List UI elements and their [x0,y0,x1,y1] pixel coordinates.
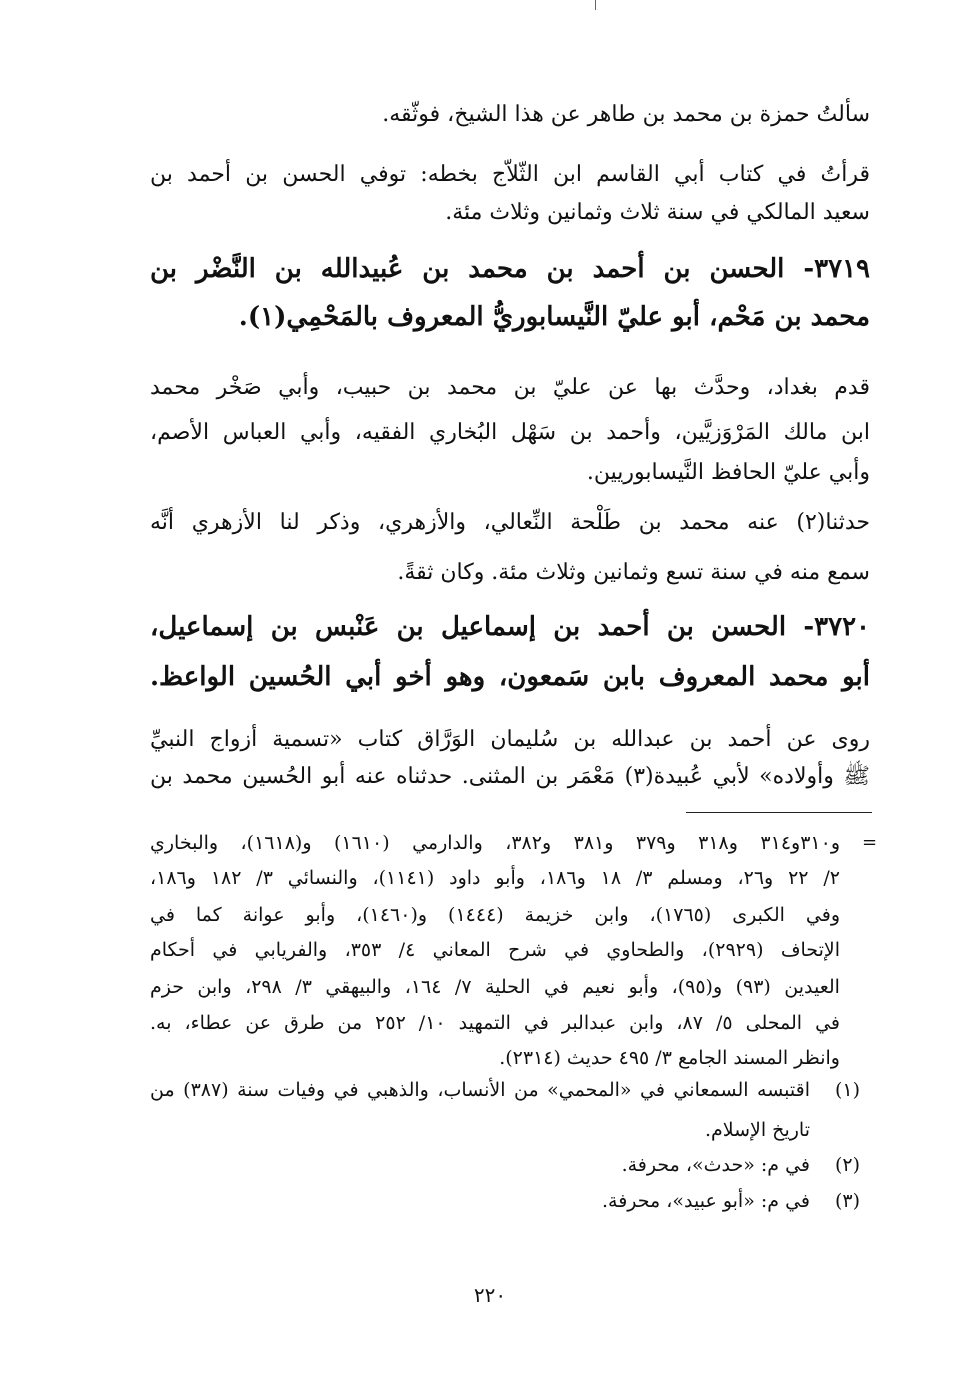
footnote-line: و٣١٠و٣١٤ و٣١٨ و٣٧٩ و٣٨١ و٣٨٢، والدارمي (١٦١٠) و(١٦١٨)، والبخاري [150,832,841,854]
body-line: سعيد المالكي في سنة ثلاث وثمانين وثلاث مئة. [445,200,870,225]
body-line: وأبي عليّ الحافظ النَّيسابوريين. [586,460,870,485]
footnote-line: وفي الكبرى (١٧٦٥)، وابن خزيمة (١٤٤٤) و(١٤٦٠)، وأبو عوانة كما في [150,904,840,926]
footnote-line: الإتحاف (٢٩٢٩)، والطحاوي في شرح المعاني ٤/ ٣٥٣، والفريابي في أحكام [150,939,840,961]
body-line: ابن مالك المَرْوَزيَّين، وأحمد بن سَهْل البُخاري الفقيه، وأبي العباس الأصم، [150,420,870,445]
entry-heading: محمد بن مَحْم، أبو عليّ النَّيسابوريُّ المعروف بالمَحْمِي(١). [238,302,870,332]
body-line: ﷺ وأولاده» لأبي عُبيدة(٣) مَعْمَر بن المثنى. حدثناه عنه أبو الحُسين محمد بن [150,764,870,789]
footnote-number: (٣) [834,1190,860,1212]
footnote-line: في م: «حدث»، محرفة. [621,1154,810,1176]
body-line: حدثنا(٢) عنه محمد بن طَلْحة النِّعالي، والأزهري، وذكر لنا الأزهري أنَّه [150,510,870,535]
continuation-mark: = [862,832,878,853]
body-line: قرأتُ في كتاب أبي القاسم ابن الثّلاّج بخطه: توفي الحسن بن أحمد بن [150,162,870,187]
footnote-divider [686,812,872,813]
scan-mark [595,0,596,10]
footnote-line: العيدين (٩٣) و(٩٥)، وأبو نعيم في الحلية ٧/ ١٦٤، والبيهقي ٣/ ٢٩٨، وابن حزم [150,976,840,998]
body-line: سألتُ حمزة بن محمد بن طاهر عن هذا الشيخ، فوثّقه. [382,102,870,127]
body-line: سمع منه في سنة تسع وثمانين وثلاث مئة. وكان ثقةً. [397,560,870,585]
footnote-number: (٢) [834,1154,860,1176]
entry-heading: أبو محمد المعروف بابن سَمعون، وهو أخو أبي الحُسين الواعظ. [150,662,870,692]
body-line: قدم بغداد، وحدَّث بها عن عليّ بن محمد بن حبيب، وأبي صَخْر محمد [150,375,870,400]
footnote-line: في م: «أبو عبيد»، محرفة. [601,1190,810,1212]
entry-heading: ٣٧٢٠- الحسن بن أحمد بن إسماعيل بن عَنْبس بن إسماعيل، [150,612,870,642]
body-line: روى عن أحمد بن عبدالله بن سُليمان الوَرَّاق كتاب «تسمية أزواج النبيِّ [150,727,870,752]
footnote-line: وانظر المسند الجامع ٣/ ٤٩٥ حديث (٢٣١٤). [499,1047,840,1069]
footnote-line: في المحلى ٥/ ٨٧، وابن عبدالبر في التمهيد ١٠/ ٢٥٢ من طرق عن عطاء، به. [150,1012,840,1034]
footnote-line: ٢/ ٢٢ و٢٦، ومسلم ٣/ ١٨ و١٨٦، وأبو داود (١١٤١)، والنسائي ٣/ ١٨٢ و١٨٦، [150,867,840,889]
footnote-line: اقتبسه السمعاني في «المحمي» من الأنساب، والذهبي في وفيات سنة (٣٨٧) من [150,1079,810,1101]
footnote-line: تاريخ الإسلام. [704,1119,810,1141]
footnote-number: (١) [834,1079,860,1101]
entry-heading: ٣٧١٩- الحسن بن أحمد بن محمد بن عُبيدالله بن النَّضْر بن [150,254,870,284]
page-number: ٢٢٠ [473,1283,507,1307]
